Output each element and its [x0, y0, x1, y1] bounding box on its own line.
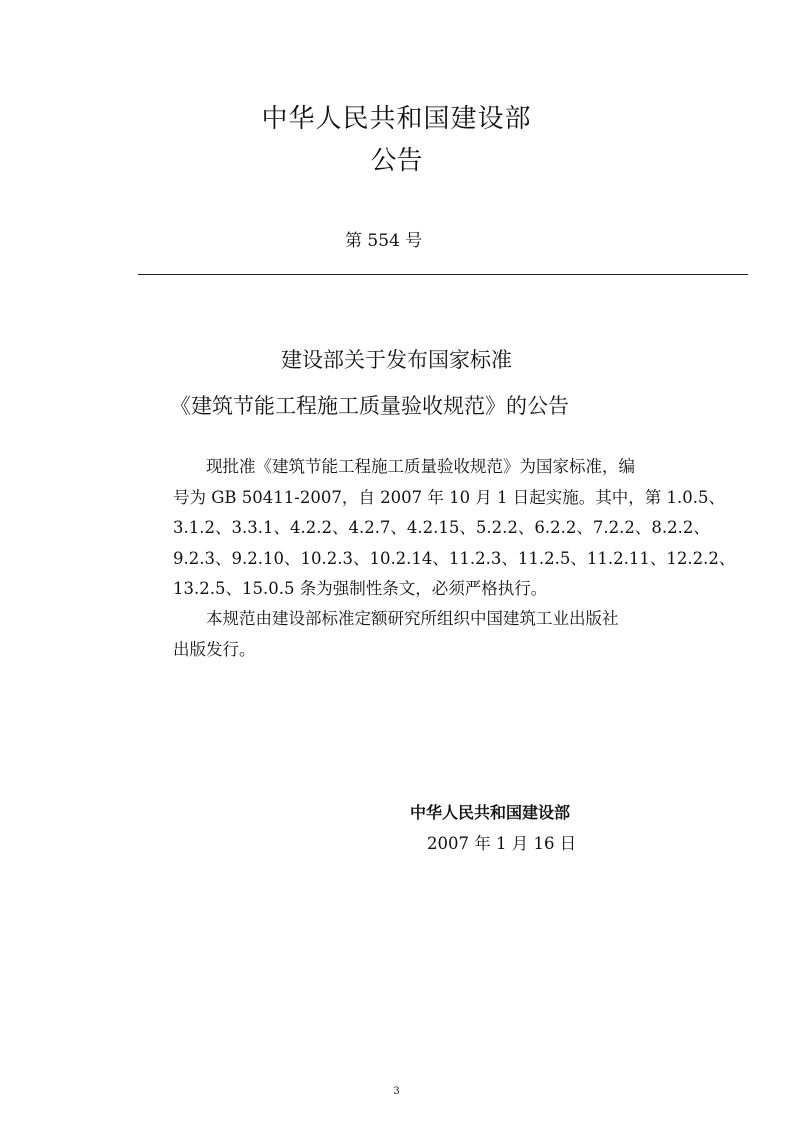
paragraph-line: 3.1.2、3.3.1、4.2.2、4.2.7、4.2.15、5.2.2、6.2.2、7.2.2、8.2.2、: [173, 518, 710, 537]
body-paragraph-2: [140, 604, 660, 665]
paragraph-line: 本规范由建设部标准定额研究所组织中国建筑工业出版社: [206, 609, 619, 628]
subtitle-line-1: 建设部关于发布国家标准: [281, 348, 512, 372]
paragraph-line: 现批准《建筑节能工程施工质量验收规范》为国家标准，编: [206, 457, 635, 476]
paragraph-line: 9.2.3、9.2.10、10.2.3、10.2.14、11.2.3、11.2.5、11.2.11、12.2.2、: [173, 548, 736, 568]
paragraph-line: 号为 GB 50411-2007，自 2007 年 10 月 1 日起实施。其中，第 1.0.5、: [173, 487, 726, 507]
header-divider: [138, 274, 748, 275]
paragraph-line: 出版发行。: [173, 639, 256, 659]
notice-title: 公告: [370, 146, 423, 176]
paragraph-line: 13.2.5、15.0.5 条为强制性条文，必须严格执行。: [173, 579, 548, 598]
ministry-title: 中华人民共和国建设部: [261, 104, 532, 134]
page-number: 3: [393, 1086, 400, 1097]
subtitle-line-2: 《建筑节能工程施工质量验收规范》的公告: [170, 394, 569, 418]
signature-date: 2007 年 1 月 16 日: [427, 834, 577, 853]
signer: 中华人民共和国建设部: [410, 803, 571, 822]
body-paragraph-1: [140, 452, 736, 605]
notice-number: 第 554 号: [345, 231, 423, 251]
